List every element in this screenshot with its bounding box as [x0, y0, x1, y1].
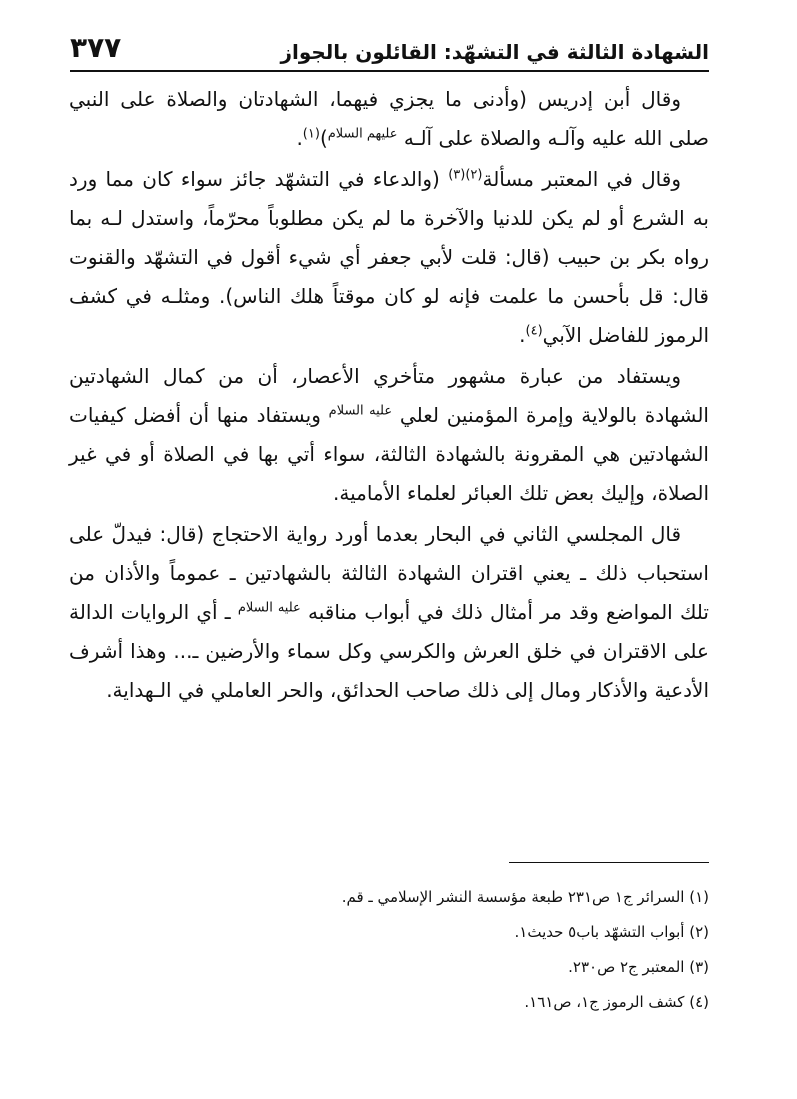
footnote-ref: (٢)	[465, 167, 483, 183]
footnote-ref: (١)	[302, 126, 320, 142]
paragraph-text: ـ أي الروايات الدالة على الاقتران في خلق العرش والكرسي وكل سماء والأرضين ـ... وهذا أشرف الأدعية والأذكار ومال إلى ذلك صاحب الحدائق، والحر العاملي في الـهداية.	[69, 600, 709, 702]
footnote: (١) السرائر ج١ ص٢٣١ طبعة مؤسسة النشر الإسلامي ـ قم.	[341, 888, 709, 906]
footnote-ref: (٣)	[448, 167, 466, 183]
paragraph-text: )	[319, 126, 328, 150]
paragraph-text: قال المجلسي الثاني في البحار بعدما أورد رواية الاحتجاج (قال: فيدلّ على استحباب ذلك ـ يعني اقتران الشهادة الثالثة بالشهادتين ـ عموماً والأذان من تلك المواضع وقد مر أمثال ذلك في أبواب مناقبه	[69, 522, 709, 624]
paragraph-text: وقال في المعتبر مسألة	[482, 167, 681, 191]
honorific-ligature: عليهم السلام	[327, 126, 398, 142]
page-number: ٣٧٧	[70, 31, 122, 64]
footnote-ref: (٤)	[525, 323, 543, 339]
paragraph-text: (والدعاء في التشهّد جائز سواء كان مما ورد به الشرع أو لم يكن للدنيا والآخرة ما لم يكن مطلوباً محرّماً، واستدل لـه بما رواه بكر بن حبيب (قال: قلت لأبي جعفر أي شيء أقول في التشهّد والقنوت قال: قل بأحسن ما علمت فإنه لو كان موقتاً هلك الناس). ومثلـه في كشف الرموز للفاضل الآبي	[69, 167, 709, 347]
paragraph	[69, 160, 709, 355]
main-text	[69, 80, 709, 712]
paragraph-text: .	[296, 126, 303, 150]
honorific-ligature: عليه السلام	[328, 403, 393, 419]
paragraph	[69, 357, 709, 513]
paragraph-text: وقال أبن إدريس (وأدنى ما يجزي فيهما، الشهادتان والصلاة على النبي صلى الله عليه وآلـه والصلاة على آلـه	[69, 87, 709, 150]
paragraph	[69, 515, 709, 710]
paragraph-text: .	[519, 323, 526, 347]
paragraph-text: ويستفاد من عبارة مشهور متأخري الأعصار، أن من كمال الشهادتين الشهادة بالولاية وإمرة المؤمنين لعلي	[69, 364, 709, 427]
running-title: الشهادة الثالثة في التشهّد: القائلون بالجواز	[280, 40, 709, 64]
paragraph	[69, 80, 709, 158]
footnote: (٢) أبواب التشهّد باب٥ حديث١.	[514, 923, 709, 941]
paragraph-text: ويستفاد منها أن أفضل كيفيات الشهادتين هي المقرونة بالشهادة الثالثة، سواء أتي بها في الصلاة أو في غير الصلاة، وإليك بعض تلك العبائر لعلماء الأمامية.	[69, 403, 709, 505]
footnote: (٤) كشف الرموز ج١، ص١٦١.	[524, 993, 709, 1011]
honorific-ligature: عليه السلام	[237, 600, 301, 616]
footnotes	[69, 880, 709, 1020]
footnote: (٣) المعتبر ج٢ ص٢٣٠.	[568, 958, 709, 976]
page-header	[70, 28, 709, 72]
footnote-separator	[509, 862, 709, 863]
